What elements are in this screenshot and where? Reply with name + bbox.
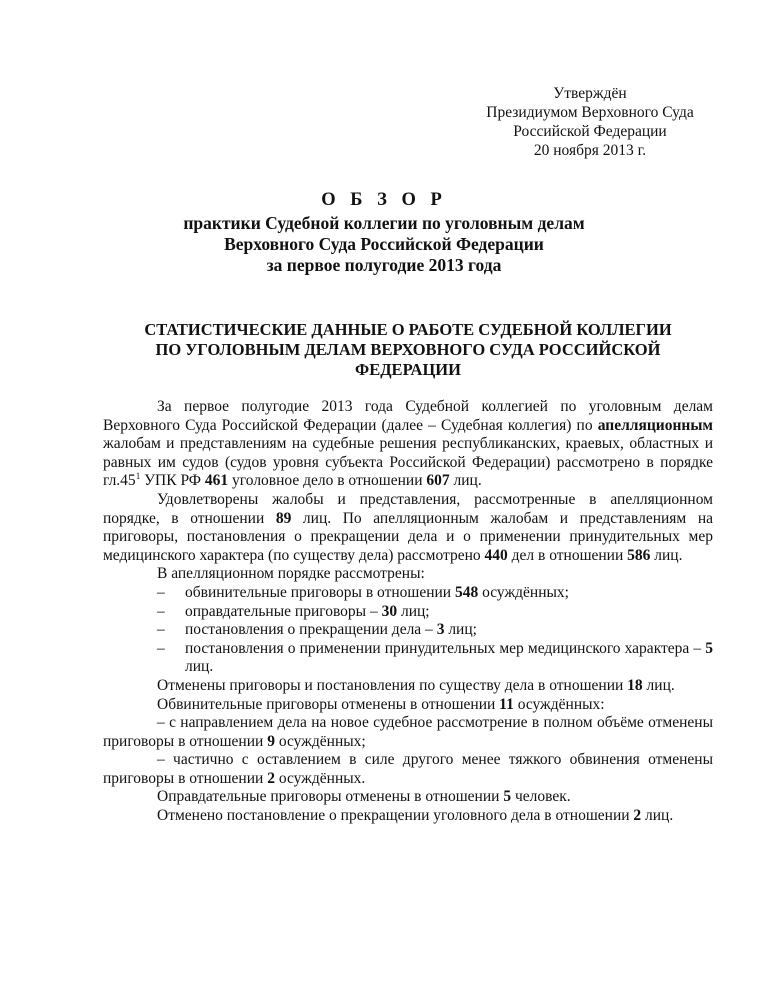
list-dash: – [157,602,165,620]
approval-line: Утверждён [553,85,627,102]
approval-line: Президиумом Верховного Суда [486,104,694,121]
heading-line: СТАТИСТИЧЕСКИЕ ДАННЫЕ О РАБОТЕ СУДЕБНОЙ КОЛЛЕГИИ [144,320,672,339]
approval-stamp [440,84,740,160]
paragraph: Оправдательные приговоры отменены в отношении 5 человек. [157,788,571,806]
paragraph: – с направлением дела на новое судебное рассмотрение в полном объёме отменены приговоры в отношении 9 осуждённых; [103,714,713,750]
paragraph: В апелляционном порядке рассмотрены: [157,565,425,583]
title-line: за первое полугодие 2013 года [266,255,502,275]
list-dash: – [157,583,165,601]
paragraph: – частично с оставлением в силе другого менее тяжкого обвинения отменены приговоры в отношении 2 осуждённых. [103,751,713,787]
paragraph: Обвинительные приговоры отменены в отношении 11 осуждённых: [157,695,605,713]
list-item: – обвинительные приговоры в отношении 548 осуждённых; [157,583,569,601]
title-word: О Б З О Р [321,190,447,210]
list-dash: – [157,621,165,639]
document-title [60,190,708,276]
section-heading [100,320,716,380]
list-item: – постановления о применении принудительных мер медицинского характера – 5 лиц. [157,639,713,676]
paragraph: Отменены приговоры и постановления по существу дела в отношении 18 лиц. [157,676,675,694]
list-dash: – [157,639,165,657]
paragraph: За первое полугодие 2013 года Судебной коллегией по уголовным делам Верховного Суда Российской Федерации (далее – Судебная коллегия) по апелляционным жалобам и представлениям на судебные решения республиканских, краевых, областных и равных им судов (судов уровня субъекта Российской Федерации) рассмотрено в порядке $гл.45^1$ УПК РФ 461 уголовное дело в отношении 607 лиц. [103,398,713,490]
list-item: – оправдательные приговоры – 30 лиц; [157,602,430,620]
document-body [103,398,713,826]
paragraph: Удовлетворены жалобы и представления, рассмотренные в апелляционном порядке, в отношении 89 лиц. По апелляционным жалобам и представлениям на приговоры, постановления о прекращении дела и о применении принудительных мер медицинского характера (по существу дела) рассмотрено 440 дел в отношении 586 лиц. [103,490,713,564]
heading-line: ФЕДЕРАЦИИ [355,360,461,379]
approval-date: 20 ноября 2013 г. [533,142,647,159]
title-line: практики Судебной коллегии по уголовным делам [183,213,585,233]
paragraph: Отменено постановление о прекращении уголовного дела в отношении 2 лиц. [157,807,674,825]
list-item: – постановления о прекращении дела – 3 лиц; [157,621,477,639]
title-line: Верховного Суда Российской Федерации [224,234,544,254]
heading-line: ПО УГОЛОВНЫМ ДЕЛАМ ВЕРХОВНОГО СУДА РОССИЙСКОЙ [155,340,661,359]
approval-line: Российской Федерации [513,123,667,140]
